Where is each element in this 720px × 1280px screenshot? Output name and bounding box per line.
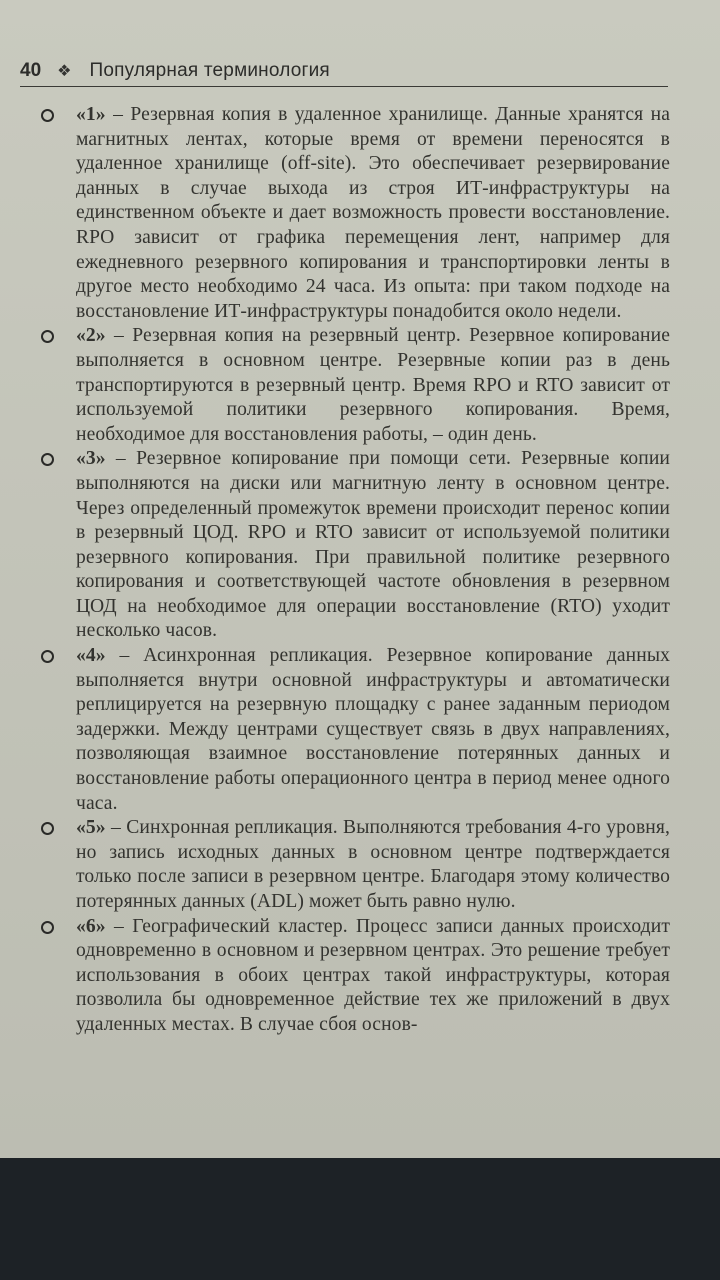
circle-bullet-icon bbox=[41, 330, 54, 343]
level-key: «3» bbox=[76, 448, 106, 470]
level-description: – Резервная копия на резервный центр. Резервное копирование выполняется в основном центре. Резервные копии раз в день транспортируются в резервный центр. Время RPO и RTO зависит от используемой политики резервного копирования. Время, необходимое для восстановления работы, – один день. bbox=[76, 325, 670, 445]
screen-bezel bbox=[0, 1158, 720, 1280]
level-description: – Географический кластер. Процесс записи данных происходит одновременно в основном и резервном центрах. Это решение требует использования в обоих центрах такой инфраструктуры, которая позволила бы одновременное действие тех же приложений в двух удаленных местах. В случае сбоя основ- bbox=[76, 915, 670, 1035]
circle-bullet-icon bbox=[41, 822, 54, 835]
level-description: – Резервное копирование при помощи сети. Резервные копии выполняются на диски или магнитную ленту в основном центре. Через определенный промежуток времени происходит перенос копии в резервный ЦОД. RPO и RTO зависит от используемой политики резервного копирования. При правильной политике резервного копирования и соответствующей частоте обновления в резервном ЦОД на необходимое для операции восстановление (RTO) уходит несколько часов. bbox=[76, 448, 670, 642]
level-key: «1» bbox=[76, 104, 106, 125]
running-title: Популярная терминология bbox=[89, 60, 330, 81]
page-number: 40 bbox=[20, 60, 42, 81]
circle-bullet-icon bbox=[41, 650, 54, 663]
level-key: «6» bbox=[76, 915, 106, 937]
circle-bullet-icon bbox=[41, 109, 54, 122]
circle-bullet-icon bbox=[41, 921, 54, 934]
level-description: – Резервная копия в удаленное хранилище. Данные хранятся на магнитных лентах, которые время от времени переносятся в удаленное хранилище (off-site). Это обеспечивает резервирование данных в случае выхода из строя ИТ-инфраструктуры на единственном объекте и дает возможность провести восстановление. RPO зависит от графика перемещения лент, например для ежедневного резервного копирования и транспортировки ленты в другое место необходимо 24 часа. Из опыта: при таком подходе на восстановление ИТ-инфраструктуры понадобится около недели. bbox=[76, 104, 670, 322]
backup-levels-list bbox=[38, 103, 670, 1038]
list-item-level-6 bbox=[38, 915, 670, 1038]
level-key: «2» bbox=[76, 325, 106, 347]
list-item-level-2 bbox=[38, 324, 670, 447]
list-item-level-5 bbox=[38, 816, 670, 914]
level-description: – Асинхронная репликация. Резервное копирование данных выполняется внутри основной инфраструктуры и автоматически реплицируется на резервную площадку с ранее заданным периодом задержки. Между центрами существует связь в двух направлениях, позволяющая взаимное восстановление потерянных данных и восстановление работы операционного центра в период менее одного часа. bbox=[76, 645, 670, 814]
list-item-level-4 bbox=[38, 644, 670, 816]
level-key: «4» bbox=[76, 645, 106, 667]
level-key: «5» bbox=[76, 817, 106, 839]
list-item-level-1 bbox=[38, 103, 670, 324]
page-header bbox=[20, 56, 668, 87]
list-item-level-3 bbox=[38, 447, 670, 644]
diamond-ornament-icon: ❖ bbox=[57, 63, 72, 80]
circle-bullet-icon bbox=[41, 453, 54, 466]
level-description: – Синхронная репликация. Выполняются требования 4-го уровня, но запись исходных данных в основном центре подтверждается только после записи в резервном центре. Благодаря этому количество потерянных данных (ADL) может быть равно нулю. bbox=[76, 817, 670, 912]
